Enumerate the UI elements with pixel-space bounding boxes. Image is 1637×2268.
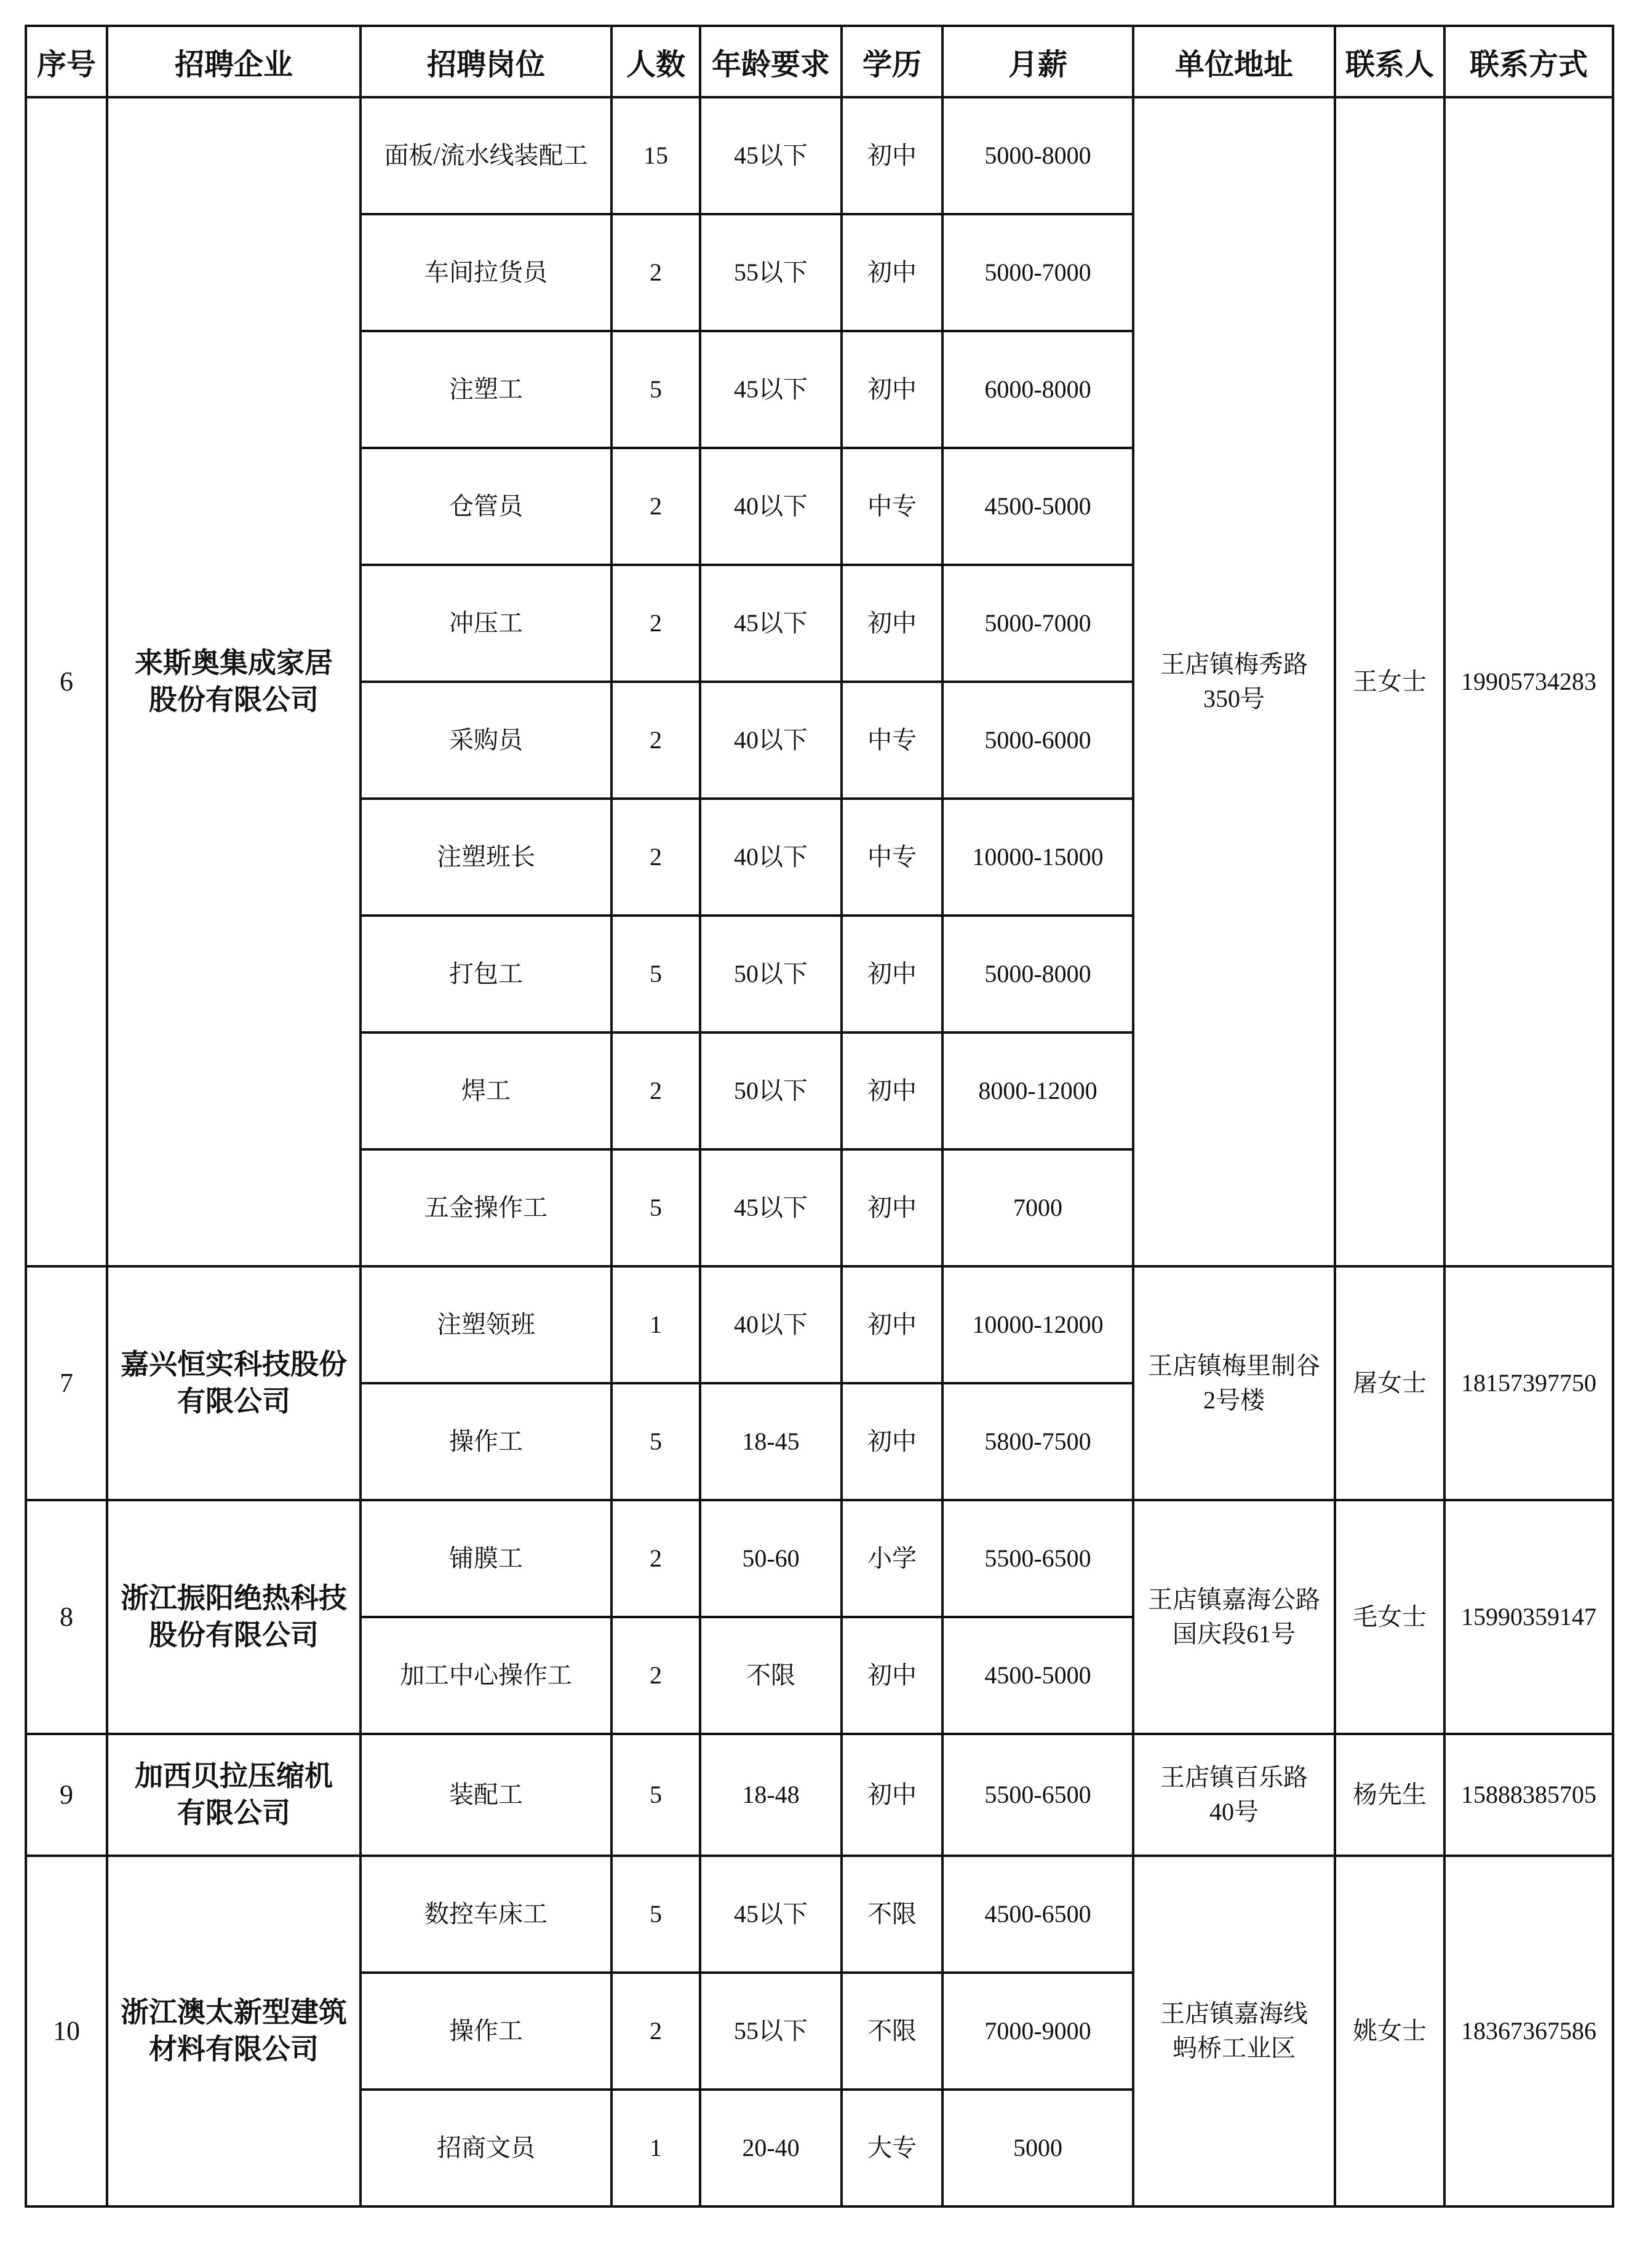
address-line: 王店镇梅秀路 — [1160, 650, 1308, 678]
contact-cell: 王女士 — [1335, 97, 1444, 1266]
count-cell: 2 — [611, 799, 700, 916]
header-salary: 月薪 — [942, 26, 1133, 97]
education-cell: 小学 — [842, 1500, 942, 1617]
education-cell: 初中 — [842, 565, 942, 682]
company-cell — [107, 1266, 360, 1500]
position-cell: 冲压工 — [360, 565, 611, 682]
header-address: 单位地址 — [1133, 26, 1335, 97]
salary-cell: 5000-7000 — [942, 565, 1133, 682]
address-line: 蚂桥工业区 — [1173, 2034, 1296, 2062]
address-line: 王店镇梅里制谷 — [1148, 1352, 1320, 1380]
age-cell: 18-45 — [700, 1383, 842, 1500]
recruitment-table — [25, 25, 1614, 2208]
company-name-line: 浙江澳太新型建筑 — [121, 1995, 347, 2029]
phone-cell: 18367367586 — [1444, 1856, 1613, 2206]
address-line: 350号 — [1203, 685, 1265, 713]
salary-cell: 7000 — [942, 1149, 1133, 1266]
table-row — [26, 1266, 1613, 1383]
age-cell: 45以下 — [700, 1149, 842, 1266]
address-cell — [1133, 1734, 1335, 1856]
salary-cell: 4500-6500 — [942, 1856, 1133, 1973]
position-cell: 采购员 — [360, 682, 611, 799]
phone-cell: 15888385705 — [1444, 1734, 1613, 1856]
education-cell: 不限 — [842, 1856, 942, 1973]
education-cell: 中专 — [842, 682, 942, 799]
phone-cell: 18157397750 — [1444, 1266, 1613, 1500]
seq-cell: 9 — [26, 1734, 107, 1856]
table-row — [26, 97, 1613, 214]
seq-cell: 6 — [26, 97, 107, 1266]
salary-cell: 4500-5000 — [942, 448, 1133, 565]
age-cell: 20-40 — [700, 2090, 842, 2206]
salary-cell: 5000-7000 — [942, 214, 1133, 331]
table-body — [26, 97, 1613, 2206]
salary-cell: 5500-6500 — [942, 1734, 1133, 1856]
education-cell: 中专 — [842, 799, 942, 916]
address-cell — [1133, 97, 1335, 1266]
salary-cell: 5000-6000 — [942, 682, 1133, 799]
position-cell: 铺膜工 — [360, 1500, 611, 1617]
seq-cell: 8 — [26, 1500, 107, 1734]
education-cell: 初中 — [842, 916, 942, 1032]
address-line: 国庆段61号 — [1173, 1620, 1296, 1648]
company-name-line: 有限公司 — [177, 1796, 290, 1829]
count-cell: 2 — [611, 565, 700, 682]
position-cell: 注塑领班 — [360, 1266, 611, 1383]
company-name-line: 股份有限公司 — [149, 683, 319, 716]
education-cell: 中专 — [842, 448, 942, 565]
count-cell: 2 — [611, 1617, 700, 1734]
age-cell: 45以下 — [700, 97, 842, 214]
address-cell — [1133, 1500, 1335, 1734]
education-cell: 初中 — [842, 1032, 942, 1149]
contact-cell: 毛女士 — [1335, 1500, 1444, 1734]
company-cell — [107, 1500, 360, 1734]
salary-cell: 5800-7500 — [942, 1383, 1133, 1500]
age-cell: 45以下 — [700, 565, 842, 682]
salary-cell: 5500-6500 — [942, 1500, 1133, 1617]
position-cell: 注塑工 — [360, 331, 611, 448]
company-name-line: 股份有限公司 — [149, 1618, 319, 1651]
company-cell — [107, 97, 360, 1266]
position-cell: 仓管员 — [360, 448, 611, 565]
company-name-line: 嘉兴恒实科技股份 — [121, 1348, 347, 1381]
header-seq: 序号 — [26, 26, 107, 97]
phone-cell: 19905734283 — [1444, 97, 1613, 1266]
position-cell: 五金操作工 — [360, 1149, 611, 1266]
education-cell: 初中 — [842, 1266, 942, 1383]
count-cell: 2 — [611, 1032, 700, 1149]
header-row — [26, 26, 1613, 97]
address-line: 王店镇百乐路 — [1160, 1763, 1308, 1791]
age-cell: 40以下 — [700, 682, 842, 799]
count-cell: 2 — [611, 214, 700, 331]
company-cell — [107, 1734, 360, 1856]
age-cell: 18-48 — [700, 1734, 842, 1856]
education-cell: 初中 — [842, 1149, 942, 1266]
header-position: 招聘岗位 — [360, 26, 611, 97]
count-cell: 1 — [611, 1266, 700, 1383]
position-cell: 车间拉货员 — [360, 214, 611, 331]
salary-cell: 7000-9000 — [942, 1973, 1133, 2090]
address-line: 40号 — [1209, 1798, 1259, 1826]
count-cell: 2 — [611, 448, 700, 565]
position-cell: 招商文员 — [360, 2090, 611, 2206]
salary-cell: 4500-5000 — [942, 1617, 1133, 1734]
age-cell: 55以下 — [700, 1973, 842, 2090]
table-row — [26, 1500, 1613, 1617]
position-cell: 面板/流水线装配工 — [360, 97, 611, 214]
header-company: 招聘企业 — [107, 26, 360, 97]
company-name-line: 浙江振阳绝热科技 — [121, 1581, 347, 1615]
company-name-line: 加西贝拉压缩机 — [135, 1759, 333, 1793]
age-cell: 50-60 — [700, 1500, 842, 1617]
age-cell: 40以下 — [700, 448, 842, 565]
header-education: 学历 — [842, 26, 942, 97]
salary-cell: 8000-12000 — [942, 1032, 1133, 1149]
address-cell — [1133, 1856, 1335, 2206]
age-cell: 45以下 — [700, 331, 842, 448]
age-cell: 50以下 — [700, 1032, 842, 1149]
table-row — [26, 1856, 1613, 1973]
company-name-line: 材料有限公司 — [149, 2032, 319, 2066]
salary-cell: 5000-8000 — [942, 916, 1133, 1032]
header-phone: 联系方式 — [1444, 26, 1613, 97]
position-cell: 打包工 — [360, 916, 611, 1032]
count-cell: 5 — [611, 1149, 700, 1266]
education-cell: 大专 — [842, 2090, 942, 2206]
recruitment-sheet — [25, 25, 1612, 2208]
education-cell: 初中 — [842, 1383, 942, 1500]
contact-cell: 屠女士 — [1335, 1266, 1444, 1500]
phone-cell: 15990359147 — [1444, 1500, 1613, 1734]
position-cell: 操作工 — [360, 1383, 611, 1500]
position-cell: 操作工 — [360, 1973, 611, 2090]
company-name-line: 有限公司 — [177, 1384, 290, 1418]
count-cell: 15 — [611, 97, 700, 214]
seq-cell: 7 — [26, 1266, 107, 1500]
count-cell: 2 — [611, 1973, 700, 2090]
company-name-line: 来斯奥集成家居 — [135, 646, 333, 680]
header-contact: 联系人 — [1335, 26, 1444, 97]
education-cell: 初中 — [842, 214, 942, 331]
count-cell: 1 — [611, 2090, 700, 2206]
address-line: 王店镇嘉海线 — [1160, 2000, 1308, 2027]
address-line: 2号楼 — [1203, 1386, 1265, 1414]
header-age: 年龄要求 — [700, 26, 842, 97]
header-count: 人数 — [611, 26, 700, 97]
count-cell: 5 — [611, 1734, 700, 1856]
age-cell: 40以下 — [700, 1266, 842, 1383]
address-line: 王店镇嘉海公路 — [1148, 1586, 1320, 1613]
contact-cell: 杨先生 — [1335, 1734, 1444, 1856]
count-cell: 5 — [611, 331, 700, 448]
education-cell: 初中 — [842, 1734, 942, 1856]
education-cell: 初中 — [842, 1617, 942, 1734]
position-cell: 加工中心操作工 — [360, 1617, 611, 1734]
company-cell — [107, 1856, 360, 2206]
position-cell: 数控车床工 — [360, 1856, 611, 1973]
age-cell: 40以下 — [700, 799, 842, 916]
count-cell: 2 — [611, 682, 700, 799]
count-cell: 5 — [611, 1856, 700, 1973]
education-cell: 初中 — [842, 331, 942, 448]
age-cell: 不限 — [700, 1617, 842, 1734]
contact-cell: 姚女士 — [1335, 1856, 1444, 2206]
age-cell: 55以下 — [700, 214, 842, 331]
salary-cell: 5000-8000 — [942, 97, 1133, 214]
education-cell: 初中 — [842, 97, 942, 214]
age-cell: 50以下 — [700, 916, 842, 1032]
salary-cell: 5000 — [942, 2090, 1133, 2206]
table-row — [26, 1734, 1613, 1856]
age-cell: 45以下 — [700, 1856, 842, 1973]
count-cell: 5 — [611, 1383, 700, 1500]
salary-cell: 10000-15000 — [942, 799, 1133, 916]
position-cell: 装配工 — [360, 1734, 611, 1856]
seq-cell: 10 — [26, 1856, 107, 2206]
salary-cell: 10000-12000 — [942, 1266, 1133, 1383]
salary-cell: 6000-8000 — [942, 331, 1133, 448]
count-cell: 2 — [611, 1500, 700, 1617]
count-cell: 5 — [611, 916, 700, 1032]
position-cell: 注塑班长 — [360, 799, 611, 916]
education-cell: 不限 — [842, 1973, 942, 2090]
position-cell: 焊工 — [360, 1032, 611, 1149]
address-cell — [1133, 1266, 1335, 1500]
